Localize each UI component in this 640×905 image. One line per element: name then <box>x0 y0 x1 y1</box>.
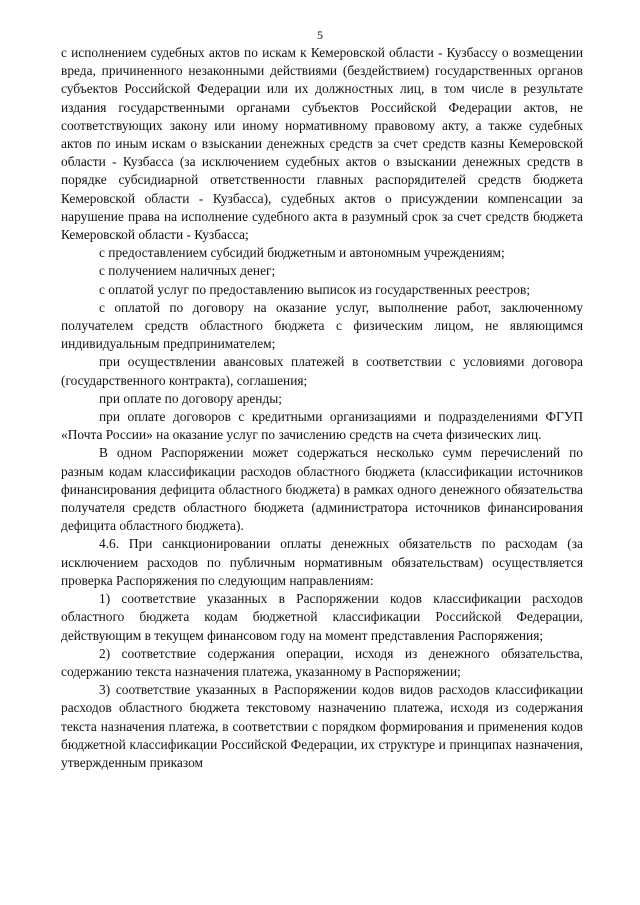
paragraph-credit-organizations: при оплате договоров с кредитными организациями и подразделениями ФГУП «Почта России» на оказание услуг по зачислению средств на счета физических лиц. <box>61 409 583 443</box>
paragraph-section-4-6: 4.6. При санкционировании оплаты денежных обязательств по расходам (за исключением расходов по публичным нормативным обязательствам) осуществляется проверка Распоряжения по следующим направлениям: <box>61 536 583 588</box>
page-number: 5 <box>317 28 323 42</box>
paragraph-check-3: 3) соответствие указанных в Распоряжении кодов видов расходов классификации расходов областного бюджета текстовому назначению платежа, исходя из содержания текста назначения платежа, в соответствии с порядком формирования и применения кодов бюджетной классификации Российской Федерации, их структуре и принципах назначения, утвержденным приказом <box>61 682 583 770</box>
paragraph-service-contract: с оплатой по договору на оказание услуг, выполнение работ, заключенному получателем средств областного бюджета с физическим лицом, не являющимся индивидуальным предпринимателем; <box>61 299 583 352</box>
paragraph-registry-extracts: с оплатой услуг по предоставлению выписок из государственных реестров; <box>99 281 531 297</box>
paragraph-multiple-sums: В одном Распоряжении может содержаться несколько сумм перечислений по разным кодам классификации расходов областного бюджета (классификации источников финансирования дефицита областного бюджета) в рамках одного денежного обязательства получателя средств областного бюджета (администратора источников финансирования дефицита областного бюджета). <box>61 445 583 534</box>
paragraph-check-1: 1) соответствие указанных в Распоряжении кодов классификации расходов областного бюджета кодам бюджетной классификации Российской Федерации, действующим в текущем финансовом году на момент представления Распоряжения; <box>61 591 583 643</box>
paragraph-subsidies: с предоставлением субсидий бюджетным и автономным учреждениям; <box>99 245 505 261</box>
document-body <box>61 44 583 772</box>
paragraph-court-acts: с исполнением судебных актов по искам к Кемеровской области - Кузбассу о возмещении вреда, причиненного незаконными действиями (бездействием) государственных органов субъектов Российской Федерации или их должностных лиц, в том числе в результате издания государственными органами субъектов Российской Федерации актов, не соответствующих закону или иному нормативному правовому акту, а также судебных актов по иным искам о взыскании денежных средств за счет средств казны Кемеровской области - Кузбасса (за исключением судебных актов о взыскании денежных средств в порядке субсидиарной ответственности главных распорядителей средств бюджета Кемеровской области - Кузбасса), судебных актов о присуждении компенсации за нарушение права на исполнение судебного акта в разумный срок за счет средств бюджета Кемеровской области - Кузбасса; <box>61 45 583 243</box>
paragraph-check-2: 2) соответствие содержания операции, исходя из денежного обязательства, содержанию текста назначения платежа, указанному в Распоряжении; <box>61 645 583 679</box>
paragraph-advance-payments: при осуществлении авансовых платежей в соответствии с условиями договора (государственного контракта), соглашения; <box>61 354 583 388</box>
paragraph-lease: при оплате по договору аренды; <box>99 390 282 406</box>
paragraph-cash: с получением наличных денег; <box>99 263 276 279</box>
